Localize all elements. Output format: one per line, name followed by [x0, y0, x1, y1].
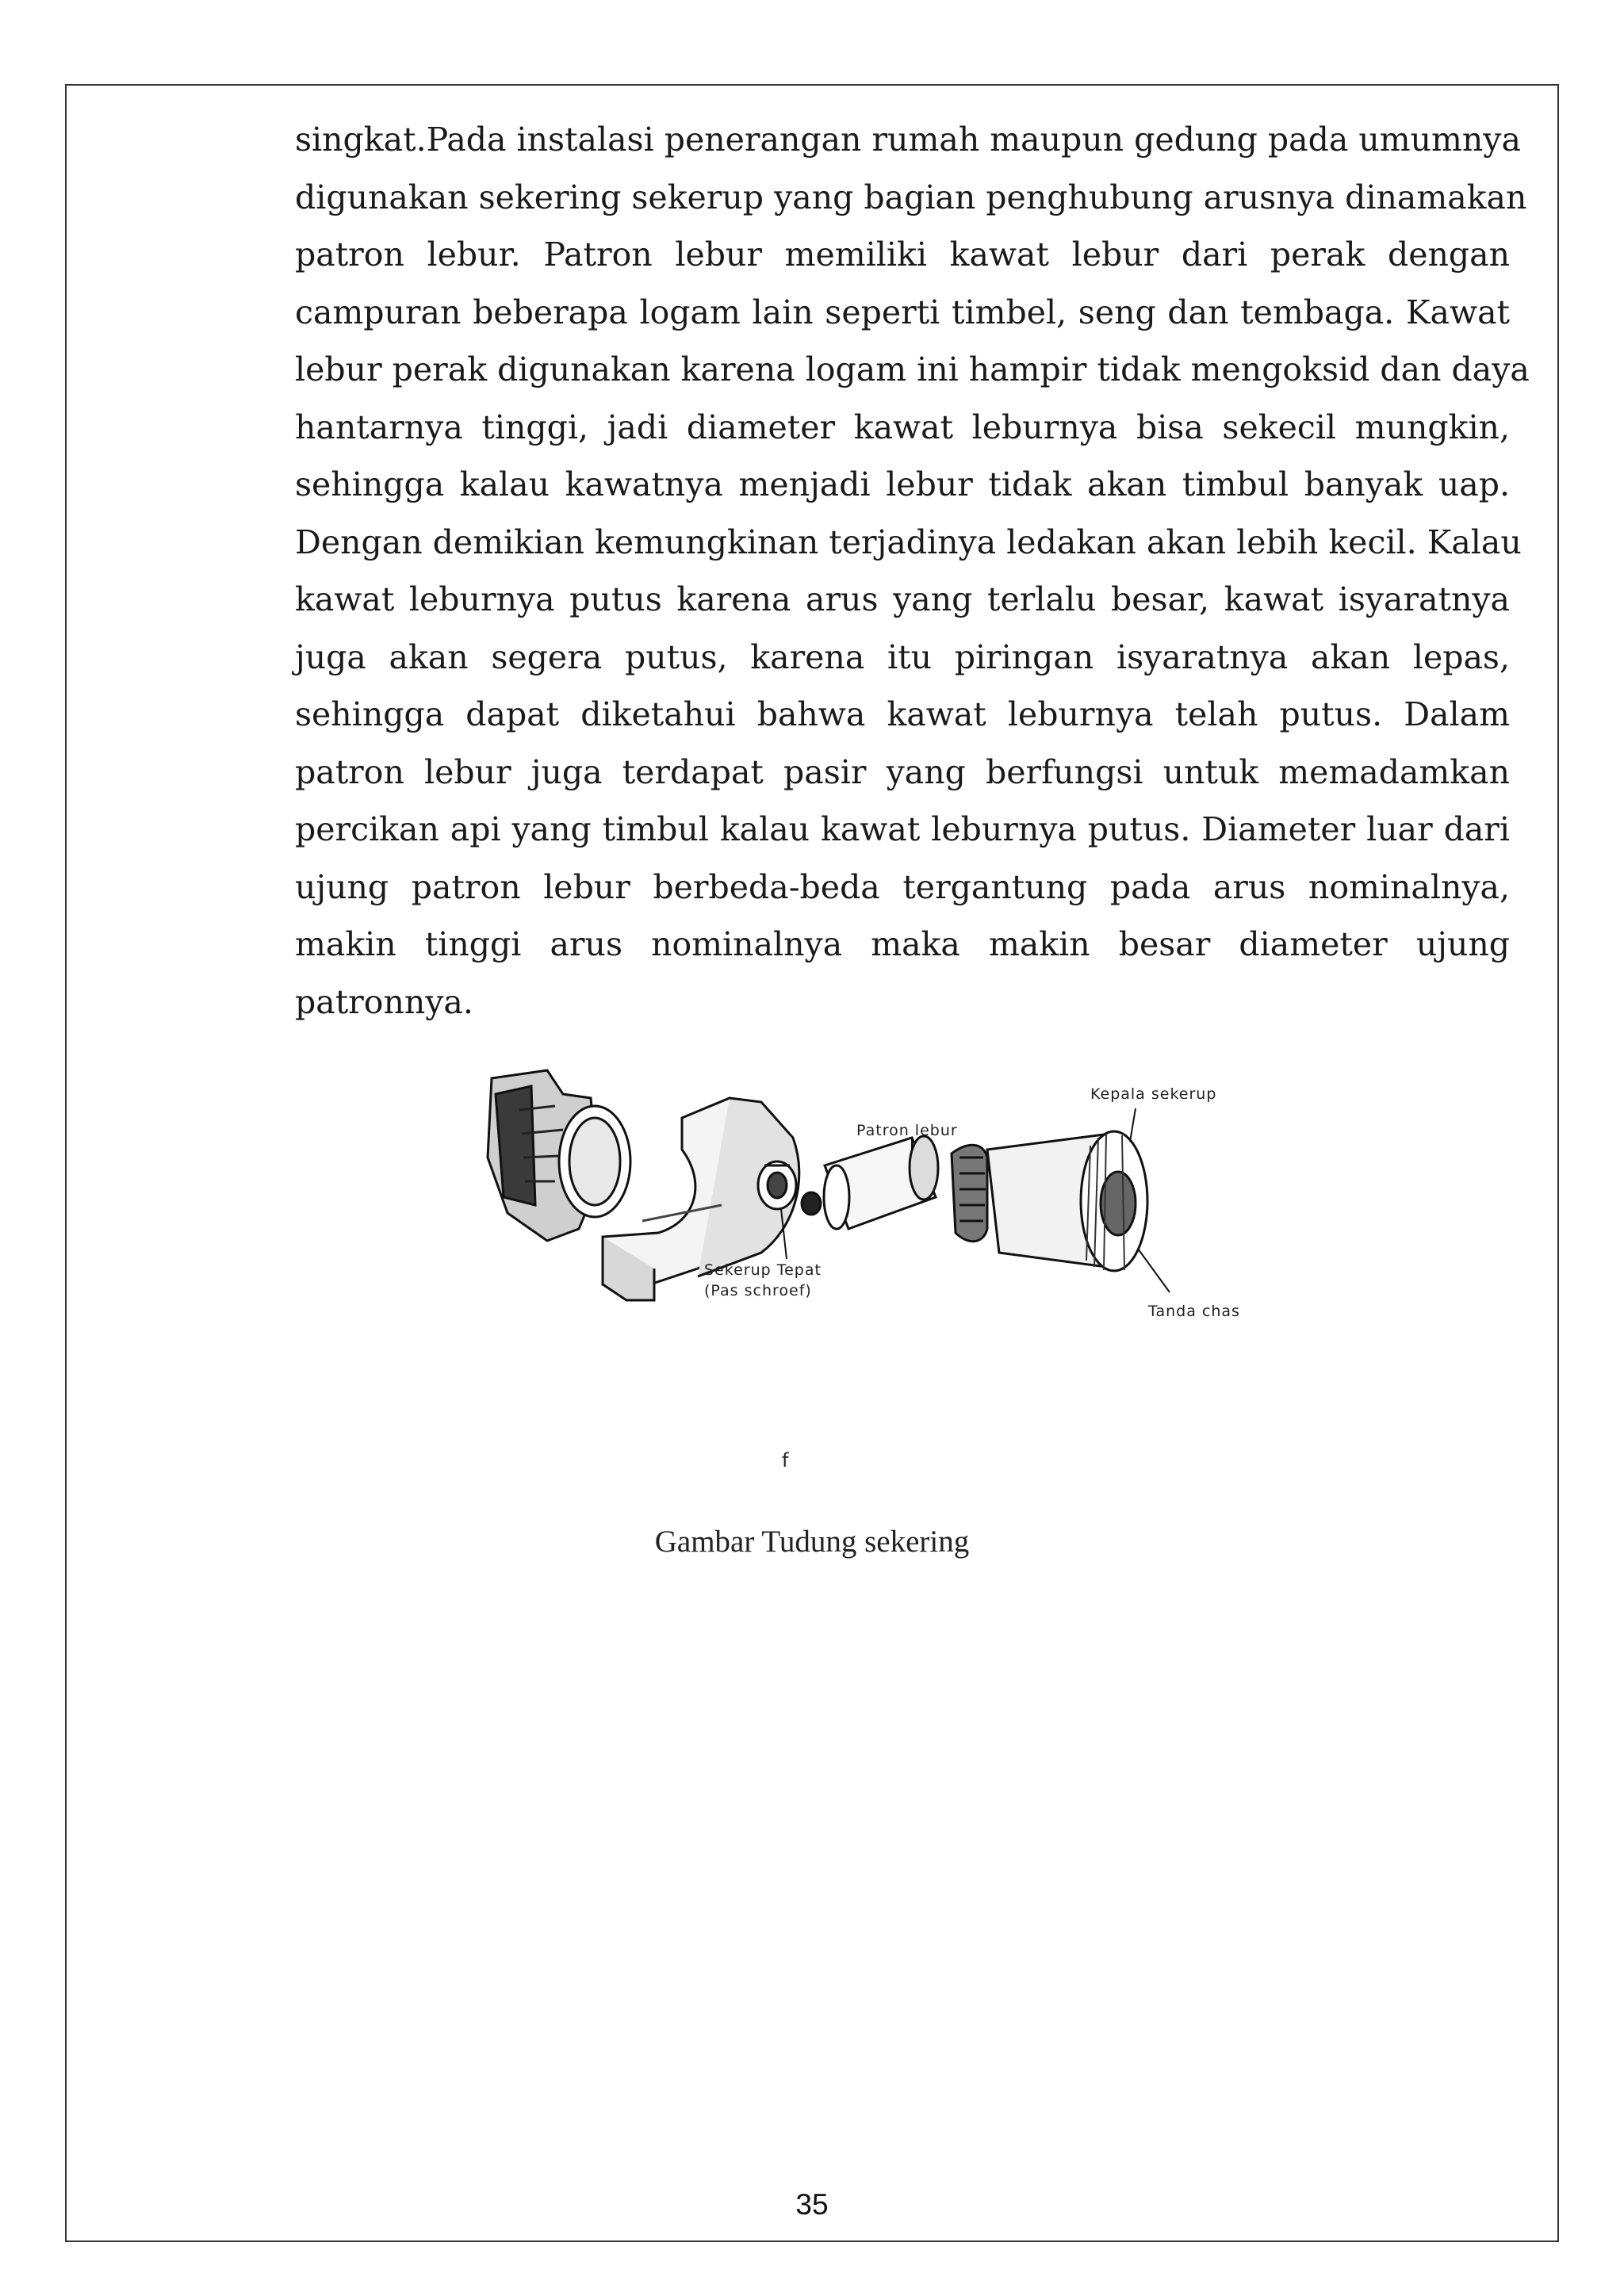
- fuse-base: [488, 1070, 630, 1241]
- figure-caption: Gambar Tudung sekering: [654, 1525, 970, 1559]
- pas-schroef-screw: [758, 1161, 796, 1209]
- fuse-cap-illustration: [460, 1062, 1269, 1475]
- paragraph-line: ujung patron lebur berbeda-beda tergantung pada arus nominalnya,: [295, 867, 1510, 906]
- paragraph-line: lebur perak digunakan karena logam ini hampir tidak mengoksid dan daya: [295, 350, 1530, 388]
- paragraph-line: juga akan segera putus, karena itu piringan isyaratnya akan lepas,: [295, 637, 1510, 676]
- paragraph-line: makin tinggi arus nominalnya maka makin besar diameter ujung: [295, 925, 1510, 963]
- label-pas-schroef: (Pas schroef): [704, 1282, 812, 1299]
- label-kepala-sekerup: Kepala sekerup: [1090, 1085, 1217, 1103]
- fuse-cap-drawing: [460, 1062, 1269, 1475]
- paragraph-line: patron lebur. Patron lebur memiliki kawat lebur dari perak dengan: [295, 235, 1510, 274]
- paragraph-line: sehingga dapat diketahui bahwa kawat leburnya telah putus. Dalam: [295, 695, 1510, 733]
- paragraph-line: sehingga kalau kawatnya menjadi lebur tidak akan timbul banyak uap.: [295, 465, 1510, 503]
- page-number: 35: [795, 2188, 829, 2221]
- paragraph-line: campuran beberapa logam lain seperti timbel, seng dan tembaga. Kawat: [295, 293, 1510, 331]
- label-patron-lebur: Patron lebur: [856, 1122, 958, 1139]
- figure-mark: f: [782, 1449, 789, 1471]
- patron-lebur-cartridge: [802, 1136, 938, 1229]
- paragraph-line: hantarnya tinggi, jadi diameter kawat leburnya bisa sekecil mungkin,: [295, 408, 1510, 446]
- body-paragraph: [295, 111, 1530, 1031]
- paragraph-line: singkat.Pada instalasi penerangan rumah maupun gedung pada umumnya: [295, 121, 1521, 159]
- paragraph-line: percikan api yang timbul kalau kawat leburnya putus. Diameter luar dari: [295, 810, 1510, 848]
- label-tanda-chas: Tanda chas: [1148, 1303, 1240, 1320]
- kepala-sekerup-screw-head: [952, 1131, 1147, 1271]
- paragraph-line: patron lebur juga terdapat pasir yang berfungsi untuk memadamkan: [295, 752, 1510, 791]
- paragraph-line: Dengan demikian kemungkinan terjadinya ledakan akan lebih kecil. Kalau: [295, 522, 1522, 561]
- paragraph-line: patronnya.: [295, 982, 473, 1021]
- paragraph-line: kawat leburnya putus karena arus yang terlalu besar, kawat isyaratnya: [295, 580, 1510, 618]
- label-sekerup-tepat: Sekerup Tepat: [704, 1261, 822, 1279]
- paragraph-line: digunakan sekering sekerup yang bagian penghubung arusnya dinamakan: [295, 178, 1527, 216]
